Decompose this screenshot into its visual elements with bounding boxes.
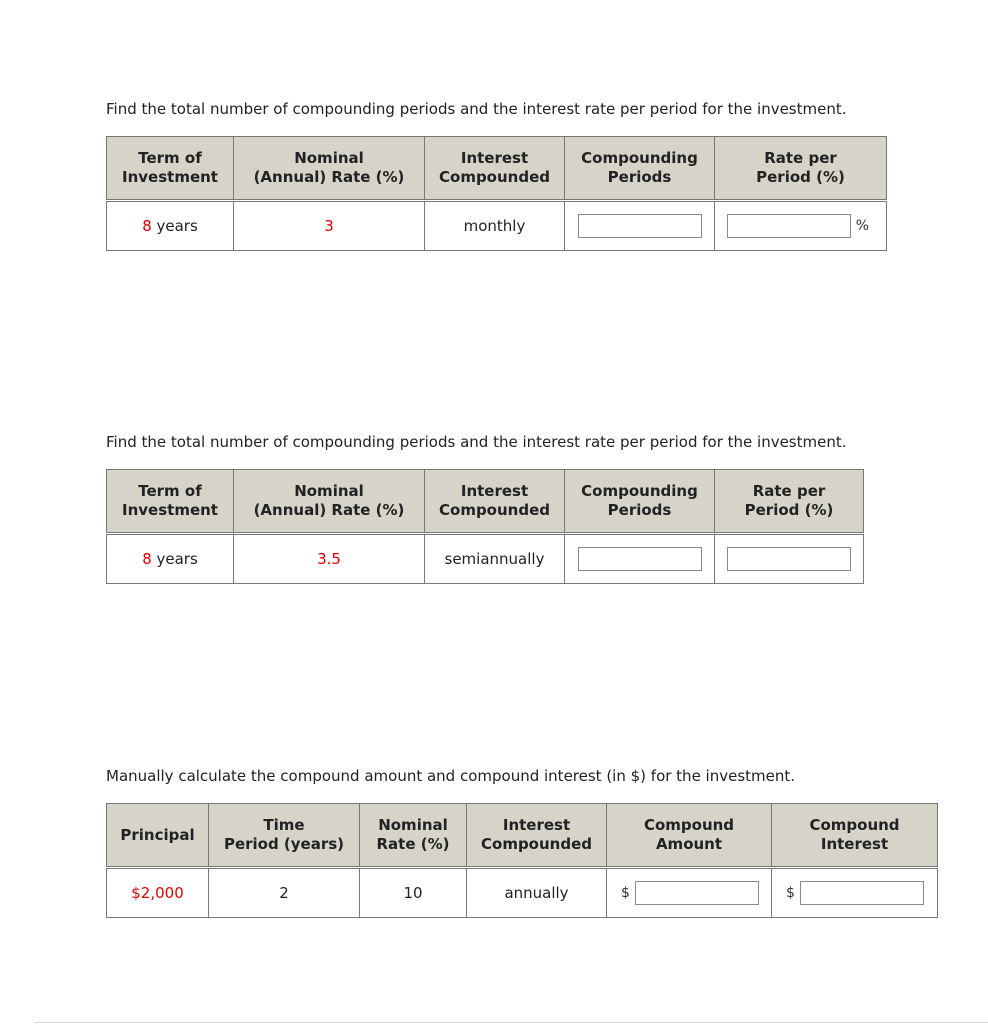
q1-rate-per-period-cell [715,202,887,251]
q3-compound-interest-input[interactable] [800,881,924,905]
q3-interest-cell [772,869,938,918]
q2-rate-per-period-cell [715,535,864,584]
q2-table [106,469,864,584]
q3-header-compounded: Interest Compounded [467,804,607,867]
q3-time-cell: 2 [209,869,360,918]
q2-rate-per-period-input[interactable] [727,547,851,571]
q3-header-rate: Nominal Rate (%) [360,804,467,867]
q1-header-compounded: Interest Compounded [425,137,565,200]
q1-compounded-cell: monthly [425,202,565,251]
q2-header-term: Term of Investment [107,470,234,533]
q1-rate-cell: 3 [234,202,425,251]
q2-periods-cell [565,535,715,584]
q1-header-rate: Nominal (Annual) Rate (%) [234,137,425,200]
q2-header-periods: Compounding Periods [565,470,715,533]
q1-table [106,136,887,251]
q1-header-term: Term of Investment [107,137,234,200]
bottom-divider [34,1022,988,1023]
q3-amount-cell [607,869,772,918]
q2-header-compounded: Interest Compounded [425,470,565,533]
q3-compounded-cell: annually [467,869,607,918]
q1-header-periods: Compounding Periods [565,137,715,200]
q3-interest-dollar-prefix: $ [786,885,795,901]
q2-compounded-cell: semiannually [425,535,565,584]
q1-rate-per-period-input[interactable] [727,214,851,238]
q3-amount-dollar-prefix: $ [621,885,630,901]
q3-prompt: Manually calculate the compound amount and compound interest (in $) for the investment. [106,767,796,785]
q3-header-principal: Principal [107,804,209,867]
q2-rate-cell: 3.5 [234,535,425,584]
q2-compounding-periods-input[interactable] [578,547,702,571]
q1-periods-cell [565,202,715,251]
q2-prompt: Find the total number of compounding periods and the interest rate per period for the investment. [106,433,847,451]
q1-compounding-periods-input[interactable] [578,214,702,238]
q3-header-time: Time Period (years) [209,804,360,867]
q3-compound-amount-input[interactable] [635,881,759,905]
q3-rate-cell: 10 [360,869,467,918]
q3-header-interest: Compound Interest [772,804,938,867]
q1-percent-unit: % [855,218,870,234]
q2-header-rate-per-period: Rate per Period (%) [715,470,864,533]
q2-header-rate: Nominal (Annual) Rate (%) [234,470,425,533]
q3-table [106,803,938,918]
q3-principal-cell: $2,000 [107,869,209,918]
q3-header-amount: Compound Amount [607,804,772,867]
q1-term-cell: 8 years [107,202,234,251]
q1-prompt: Find the total number of compounding periods and the interest rate per period for the investment. [106,100,847,118]
q2-term-cell: 8 years [107,535,234,584]
q1-header-rate-per-period: Rate per Period (%) [715,137,887,200]
